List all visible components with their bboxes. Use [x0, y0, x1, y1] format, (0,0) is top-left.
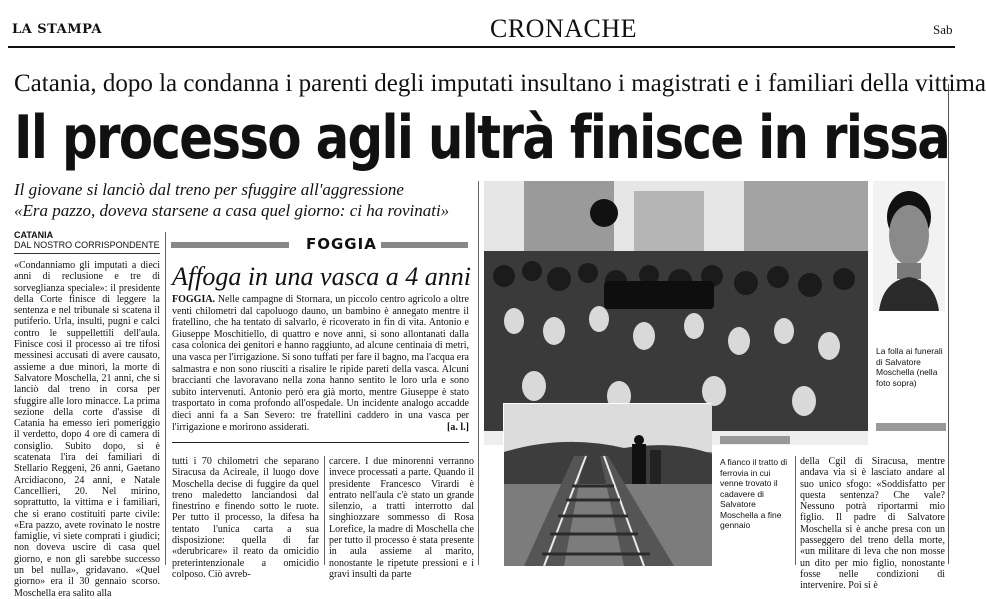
section-title: CRONACHE	[490, 14, 638, 43]
article-column-4: della Cgil di Siracusa, mentre andava via si è lasciato andare al suo unico sfogo: «Soddisfatto per questa sentenza? Che vale? Nessuno potrà riportarmi mio figlio. Il padre di Salvatore Moschella si è anche presa con un passeggero del treno della morte, «un militare di leva che non mosse un dito per mio figlio, nonostante fosse nelle condizioni di intervenire. Poi si è	[800, 456, 945, 592]
foggia-article-body	[172, 294, 469, 432]
railway-photo-caption: A fianco il tratto di ferrovia in cui venne trovato il cadavere di Salvatore Moschella a fine gennaio	[720, 457, 788, 530]
masthead-rule	[8, 46, 955, 48]
subheadline-2: «Era pazzo, doveva starsene a casa quel giorno: ci ha rovinati»	[14, 201, 450, 220]
subheadline-1: Il giovane si lanciò dal treno per sfuggire all'aggressione	[14, 180, 404, 199]
byline-rule	[14, 253, 160, 254]
article-column-2: tutti i 70 chilometri che separano Siracusa da Acireale, il luogo dove Moschella decise di fuggire da quel treno maledetto lanciandosi dal finestrino e finendo sotto le ruote. Per tutto il processo, la difesa ha tentato l'unica carta a sua disposizione: quella di far «derubricare» il reato da omicidio preterintenzionale a omicidio colposo. Ciò avreb-	[172, 456, 319, 580]
victim-portrait-photo	[873, 181, 945, 311]
foggia-headline: Affoga in una vasca a 4 anni	[172, 262, 471, 291]
article-column-1: «Condanniamo gli imputati a dieci anni di reclusione e tre di sorveglianza speciale»: il presidente della Corte finisce di leggere la sentenza e nel tribunale si scatena il putiferio. Urla, insulti, pugni e calci contro le suppellettili dell'aula. Finisce così il processo ai tre tifosi messinesi accusati di avere causato, assieme a due minori, la morte di Salvatore Moschella, 21 anni, che si lanciò dal treno in corsa per sfuggire alle loro minacce. La prima sezione della corte d'assise di Catania ha emesso ieri pomeriggio il verdetto, dopo 4 ore di camera di consiglio. Subito dopo, si è scatenata l'ira dei familiari di Stellario Reggeni, 26 anni, Gaetano Arcidiacono, 24 anni, e Natale Cancellieri, 20. Nel mirino, soprattutto, la vittima e i familiari, che si erano costituiti parte civile: «Era pazzo, avete rovinato le nostre famiglie, vi siete comprati i giudici; non doveva uscire di casa quel giorno, e non gli sarebbe successo un bel nulla», gridavano. «Quel giorno» era il 30 gennaio scorso. Moschella era salito alla	[14, 260, 160, 599]
headline: Il processo agli ultrà finisce in rissa	[14, 103, 950, 173]
caption-rule	[876, 423, 946, 431]
column-divider	[795, 456, 796, 565]
column-divider	[165, 232, 166, 565]
column-divider	[324, 456, 325, 565]
foggia-dateline: FOGGIA.	[172, 294, 216, 305]
byline-role: DAL NOSTRO CORRISPONDENTE	[14, 240, 160, 250]
railway-track-photo	[503, 403, 711, 565]
foggia-bottom-rule	[172, 442, 469, 443]
kicker: Catania, dopo la condanna i parenti degli imputati insultano i magistrati e i familiari della vittima	[14, 70, 986, 97]
byline-place: CATANIA	[14, 230, 54, 240]
masthead	[0, 0, 955, 44]
main-photo-caption: La folla ai funerali di Salvatore Moschella (nella foto sopra)	[876, 346, 943, 388]
date-fragment: Sab	[933, 22, 953, 37]
caption-rule	[720, 436, 790, 444]
article-column-3: carcere. I due minorenni verranno invece processati a parte. Quando il presidente Francesco Virardi è entrato nell'aula c'è stato un grande silenzio, a tratti interrotto dal singhiozzare sommesso di Rosa Lorefice, la madre di Moschella che per tutto il processo è stata presente in aula assieme al marito, nonostante le ripetute pressioni e i gravi insulti da parte	[329, 456, 474, 580]
foggia-section-label: FOGGIA	[302, 235, 381, 253]
byline	[14, 230, 160, 250]
foggia-signoff: [a. l.]	[447, 421, 469, 433]
column-divider	[478, 181, 479, 565]
foggia-text: Nelle campagne di Stornara, un piccolo centro agricolo a oltre venti chilometri dal capoluogo dauno, un bambino è annegato mentre il fratellino, che ha tentato di salvarlo, è ricoverato in fin di vita. Antonio e Giuseppe Moschitiello, di quattro e nove anni, si sono allontanati dalla casa colonica dei genitori e hanno raggiunto, ad alcune centinaia di metri, una vasca per l'irrigazione. Si sono tuffati per fare il bagno, ma l'acqua era salmastra e non sono riusciti a risalire le ripide pareti della vasca. Alcuni braccianti che lavoravano nella zona hanno sentito le loro urla e sono subito intervenuti. Antonio però era già morto, mentre Giuseppe è stato trasportato in coma profondo all'ospedale. Un incidente analogo accadde dieci anni fa a San Severo: tre fratellini caddero in una vasca per l'irrigazione e morirono assiderati.	[172, 294, 469, 433]
newspaper-name: LA STAMPA	[12, 22, 102, 37]
